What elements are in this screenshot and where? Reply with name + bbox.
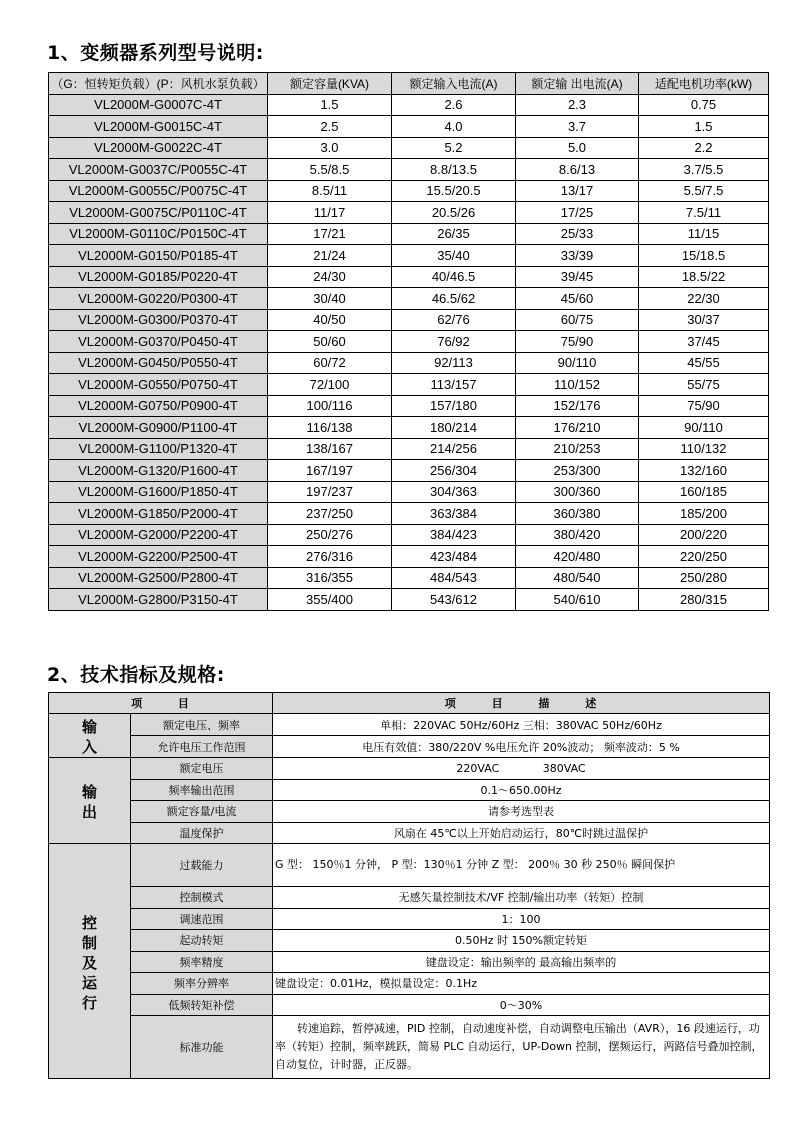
- table-row: [49, 180, 769, 202]
- value-cell: 17/21: [268, 223, 392, 245]
- value-cell: 250/280: [639, 567, 769, 589]
- value-cell: 5.5/7.5: [639, 180, 769, 202]
- value-cell: 13/17: [516, 180, 639, 202]
- value-cell: 62/76: [392, 309, 516, 331]
- table-row: [49, 779, 770, 801]
- value-cell: 480/540: [516, 567, 639, 589]
- value-cell: 60/75: [516, 309, 639, 331]
- model-cell: VL2000M-G2200/P2500-4T: [49, 546, 268, 568]
- value-cell: 180/214: [392, 417, 516, 439]
- value-cell: 21/24: [268, 245, 392, 267]
- header-item: 项 目: [49, 693, 273, 714]
- value-cell: 72/100: [268, 374, 392, 396]
- value-cell: 26/35: [392, 223, 516, 245]
- model-cell: VL2000M-G0220/P0300-4T: [49, 288, 268, 310]
- row-value: 0～30%: [273, 994, 770, 1016]
- table-row: [49, 245, 769, 267]
- value-cell: 75/90: [516, 331, 639, 353]
- row-label: 调速范围: [131, 908, 273, 930]
- row-label: 过载能力: [131, 844, 273, 887]
- table-row: [49, 908, 770, 930]
- model-cell: VL2000M-G0370/P0450-4T: [49, 331, 268, 353]
- row-value: 电压有效值：380/220V %电压允许 20%波动； 频率波动：5 %: [273, 736, 770, 758]
- col-header-motor-power: 适配电机功率(kW): [639, 73, 769, 95]
- row-value: 风扇在 45℃以上开始启动运行，80℃时跳过温保护: [273, 822, 770, 844]
- model-cell: VL2000M-G0007C-4T: [49, 94, 268, 116]
- value-cell: 355/400: [268, 589, 392, 611]
- value-cell: 543/612: [392, 589, 516, 611]
- value-cell: 46.5/62: [392, 288, 516, 310]
- value-cell: 11/17: [268, 202, 392, 224]
- section1-title: 1、变频器系列型号说明:: [47, 42, 264, 64]
- group-output: 输出: [49, 758, 131, 844]
- value-cell: 316/355: [268, 567, 392, 589]
- table-row: [49, 202, 769, 224]
- value-cell: 37/45: [639, 331, 769, 353]
- model-cell: VL2000M-G0037C/P0055C-4T: [49, 159, 268, 181]
- value-cell: 2.3: [516, 94, 639, 116]
- value-cell: 76/92: [392, 331, 516, 353]
- value-cell: 3.0: [268, 137, 392, 159]
- value-cell: 2.6: [392, 94, 516, 116]
- value-cell: 200/220: [639, 524, 769, 546]
- value-cell: 157/180: [392, 395, 516, 417]
- row-value: 220VAC 380VAC: [273, 758, 770, 780]
- row-label: 频率输出范围: [131, 779, 273, 801]
- value-cell: 5.5/8.5: [268, 159, 392, 181]
- model-cell: VL2000M-G1100/P1320-4T: [49, 438, 268, 460]
- model-cell: VL2000M-G1320/P1600-4T: [49, 460, 268, 482]
- table-row: [49, 844, 770, 887]
- value-cell: 280/315: [639, 589, 769, 611]
- table-row: [49, 309, 769, 331]
- value-cell: 25/33: [516, 223, 639, 245]
- header-description: 项 目 描 述: [273, 693, 770, 714]
- model-cell: VL2000M-G0185/P0220-4T: [49, 266, 268, 288]
- value-cell: 176/210: [516, 417, 639, 439]
- value-cell: 0.75: [639, 94, 769, 116]
- col-header-model: （G：恒转矩负载）(P：风机水泵负载）: [49, 73, 268, 95]
- row-value: 1：100: [273, 908, 770, 930]
- table-row: [49, 481, 769, 503]
- value-cell: 250/276: [268, 524, 392, 546]
- value-cell: 4.0: [392, 116, 516, 138]
- row-value: 单相：220VAC 50Hz/60Hz 三相：380VAC 50Hz/60Hz: [273, 714, 770, 736]
- value-cell: 17/25: [516, 202, 639, 224]
- table-row: [49, 331, 769, 353]
- value-cell: 2.2: [639, 137, 769, 159]
- col-header-capacity: 额定容量(KVA): [268, 73, 392, 95]
- table-row: [49, 589, 769, 611]
- model-cell: VL2000M-G0750/P0900-4T: [49, 395, 268, 417]
- value-cell: 22/30: [639, 288, 769, 310]
- value-cell: 423/484: [392, 546, 516, 568]
- table-row: [49, 288, 769, 310]
- row-label: 额定容量/电流: [131, 801, 273, 823]
- value-cell: 116/138: [268, 417, 392, 439]
- model-cell: VL2000M-G0900/P1100-4T: [49, 417, 268, 439]
- table-row: [49, 567, 769, 589]
- table-header-row: [49, 693, 770, 714]
- table-row: [49, 994, 770, 1016]
- row-label: 频率分辨率: [131, 973, 273, 995]
- value-cell: 92/113: [392, 352, 516, 374]
- value-cell: 15.5/20.5: [392, 180, 516, 202]
- table-row: [49, 417, 769, 439]
- model-cell: VL2000M-G0015C-4T: [49, 116, 268, 138]
- value-cell: 384/423: [392, 524, 516, 546]
- table-row: [49, 395, 769, 417]
- value-cell: 220/250: [639, 546, 769, 568]
- table-row: [49, 736, 770, 758]
- row-value: 0.1～650.00Hz: [273, 779, 770, 801]
- value-cell: 40/46.5: [392, 266, 516, 288]
- model-cell: VL2000M-G0300/P0370-4T: [49, 309, 268, 331]
- value-cell: 20.5/26: [392, 202, 516, 224]
- value-cell: 152/176: [516, 395, 639, 417]
- model-cell: VL2000M-G0022C-4T: [49, 137, 268, 159]
- value-cell: 167/197: [268, 460, 392, 482]
- table-row: [49, 460, 769, 482]
- value-cell: 8.8/13.5: [392, 159, 516, 181]
- value-cell: 484/543: [392, 567, 516, 589]
- table-row: [49, 352, 769, 374]
- model-spec-table: [48, 72, 769, 611]
- value-cell: 24/30: [268, 266, 392, 288]
- value-cell: 55/75: [639, 374, 769, 396]
- col-header-output-current: 额定输 出电流(A): [516, 73, 639, 95]
- table-row: [49, 116, 769, 138]
- value-cell: 8.5/11: [268, 180, 392, 202]
- value-cell: 110/152: [516, 374, 639, 396]
- model-cell: VL2000M-G1850/P2000-4T: [49, 503, 268, 525]
- model-cell: VL2000M-G2000/P2200-4T: [49, 524, 268, 546]
- value-cell: 380/420: [516, 524, 639, 546]
- value-cell: 45/60: [516, 288, 639, 310]
- model-table-body: [49, 94, 769, 610]
- value-cell: 197/237: [268, 481, 392, 503]
- value-cell: 35/40: [392, 245, 516, 267]
- value-cell: 5.0: [516, 137, 639, 159]
- row-value: 键盘设定：0.01Hz，模拟量设定：0.1Hz: [273, 973, 770, 995]
- row-value: 0.50Hz 时 150%额定转矩: [273, 930, 770, 952]
- row-label: 起动转矩: [131, 930, 273, 952]
- section2-title: 2、技术指标及规格:: [47, 664, 225, 686]
- table-row: [49, 524, 769, 546]
- value-cell: 15/18.5: [639, 245, 769, 267]
- model-cell: VL2000M-G0110C/P0150C-4T: [49, 223, 268, 245]
- table-row: [49, 137, 769, 159]
- row-label: 允许电压工作范围: [131, 736, 273, 758]
- table-row: [49, 266, 769, 288]
- value-cell: 256/304: [392, 460, 516, 482]
- value-cell: 300/360: [516, 481, 639, 503]
- value-cell: 210/253: [516, 438, 639, 460]
- row-label: 标准功能: [131, 1016, 273, 1079]
- model-cell: VL2000M-G0075C/P0110C-4T: [49, 202, 268, 224]
- model-cell: VL2000M-G2500/P2800-4T: [49, 567, 268, 589]
- table-row: [49, 223, 769, 245]
- row-label: 低频转矩补偿: [131, 994, 273, 1016]
- table-row: [49, 758, 770, 780]
- value-cell: 110/132: [639, 438, 769, 460]
- table-row: [49, 1016, 770, 1079]
- value-cell: 90/110: [639, 417, 769, 439]
- table-row: [49, 930, 770, 952]
- group-control: 控制及运行: [49, 844, 131, 1079]
- value-cell: 113/157: [392, 374, 516, 396]
- value-cell: 214/256: [392, 438, 516, 460]
- table-row: [49, 973, 770, 995]
- value-cell: 3.7/5.5: [639, 159, 769, 181]
- table-row: [49, 801, 770, 823]
- value-cell: 5.2: [392, 137, 516, 159]
- table-row: [49, 822, 770, 844]
- model-cell: VL2000M-G0550/P0750-4T: [49, 374, 268, 396]
- value-cell: 237/250: [268, 503, 392, 525]
- value-cell: 420/480: [516, 546, 639, 568]
- value-cell: 75/90: [639, 395, 769, 417]
- value-cell: 33/39: [516, 245, 639, 267]
- value-cell: 11/15: [639, 223, 769, 245]
- model-cell: VL2000M-G0055C/P0075C-4T: [49, 180, 268, 202]
- table-row: [49, 438, 769, 460]
- row-label: 频率精度: [131, 951, 273, 973]
- value-cell: 7.5/11: [639, 202, 769, 224]
- table-row: [49, 546, 769, 568]
- value-cell: 132/160: [639, 460, 769, 482]
- value-cell: 540/610: [516, 589, 639, 611]
- table-row: [49, 887, 770, 909]
- value-cell: 360/380: [516, 503, 639, 525]
- row-label: 温度保护: [131, 822, 273, 844]
- value-cell: 1.5: [268, 94, 392, 116]
- model-cell: VL2000M-G0150/P0185-4T: [49, 245, 268, 267]
- group-input: 输入: [49, 714, 131, 758]
- row-value: G 型： 150％1 分钟， P 型：130％1 分钟 Z 型： 200％ 30 秒 250％ 瞬间保护: [273, 844, 770, 887]
- value-cell: 90/110: [516, 352, 639, 374]
- value-cell: 18.5/22: [639, 266, 769, 288]
- row-value: 转速追踪，暂停减速，PID 控制，自动速度补偿，自动调整电压输出（AVR），16 段速运行，功率（转矩）控制，频率跳跃，简易 PLC 自动运行，UP-Down 控制，摆频运行，两路信号叠加控制，自动复位，计时器，正反器。: [273, 1016, 770, 1079]
- value-cell: 30/37: [639, 309, 769, 331]
- value-cell: 304/363: [392, 481, 516, 503]
- value-cell: 39/45: [516, 266, 639, 288]
- value-cell: 60/72: [268, 352, 392, 374]
- model-cell: VL2000M-G2800/P3150-4T: [49, 589, 268, 611]
- table-row: [49, 374, 769, 396]
- value-cell: 100/116: [268, 395, 392, 417]
- value-cell: 2.5: [268, 116, 392, 138]
- value-cell: 8.6/13: [516, 159, 639, 181]
- table-row: [49, 94, 769, 116]
- value-cell: 276/316: [268, 546, 392, 568]
- tech-spec-table: [48, 692, 770, 1079]
- value-cell: 45/55: [639, 352, 769, 374]
- table-row: [49, 159, 769, 181]
- row-label: 控制模式: [131, 887, 273, 909]
- row-value: 无感矢量控制技术/VF 控制/输出功率（转矩）控制: [273, 887, 770, 909]
- table-row: [49, 714, 770, 736]
- value-cell: 253/300: [516, 460, 639, 482]
- col-header-input-current: 额定输入电流(A): [392, 73, 516, 95]
- table-header-row: [49, 73, 769, 95]
- value-cell: 50/60: [268, 331, 392, 353]
- row-value: 键盘设定：输出频率的 最高输出频率的: [273, 951, 770, 973]
- table-row: [49, 503, 769, 525]
- row-label: 额定电压、频率: [131, 714, 273, 736]
- value-cell: 30/40: [268, 288, 392, 310]
- value-cell: 1.5: [639, 116, 769, 138]
- value-cell: 3.7: [516, 116, 639, 138]
- value-cell: 138/167: [268, 438, 392, 460]
- model-cell: VL2000M-G0450/P0550-4T: [49, 352, 268, 374]
- value-cell: 40/50: [268, 309, 392, 331]
- row-value: 请参考选型表: [273, 801, 770, 823]
- row-label: 额定电压: [131, 758, 273, 780]
- model-cell: VL2000M-G1600/P1850-4T: [49, 481, 268, 503]
- table-row: [49, 951, 770, 973]
- value-cell: 160/185: [639, 481, 769, 503]
- value-cell: 363/384: [392, 503, 516, 525]
- value-cell: 185/200: [639, 503, 769, 525]
